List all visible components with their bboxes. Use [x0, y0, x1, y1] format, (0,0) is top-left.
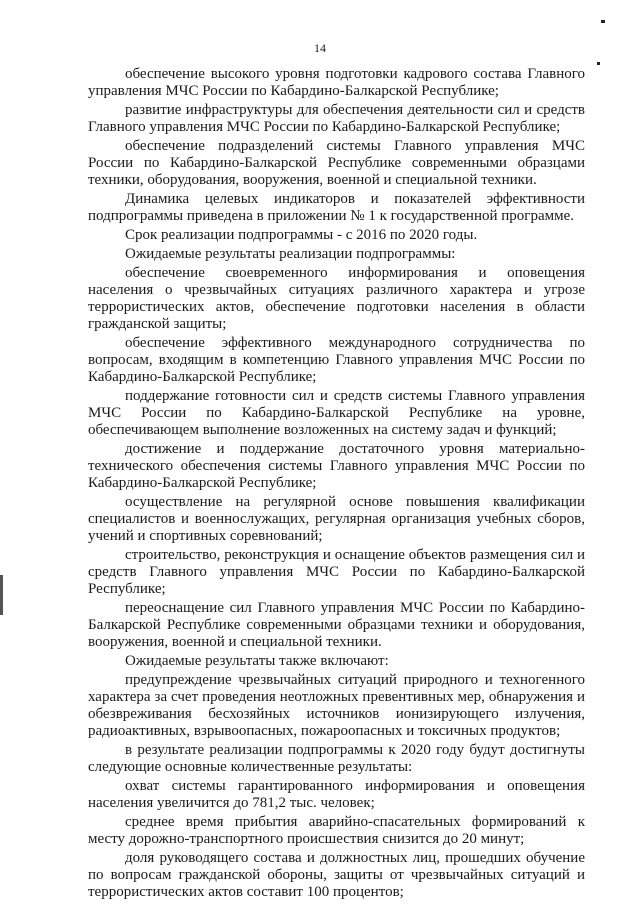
- paragraph-4: Динамика целевых индикаторов и показателей эффективности подпрограммы приведена в приложении № 1 к государственной программе.: [88, 191, 585, 224]
- paragraph-9: поддержание готовности сил и средств системы Главного управления МЧС России по Кабардино-Балкарской Республике на уровне, обеспечивающем выполнение возложенных на систему задач и функций;: [88, 388, 585, 438]
- paragraph-3: обеспечение подразделений системы Главного управления МЧС России по Кабардино-Балкарской Республике современными образцами техники, оборудования, вооружения, военной и специальной техники.: [88, 138, 585, 188]
- paragraph-10: достижение и поддержание достаточного уровня материально-технического обеспечения системы Главного управления МЧС России по Кабардино-Балкарской Республике;: [88, 441, 585, 491]
- paragraph-5: Срок реализации подпрограммы - с 2016 по 2020 годы.: [125, 227, 478, 243]
- paragraph-18: среднее время прибытия аварийно-спасательных формирований к месту дорожно-транспортного происшествия снизится до 20 минут;: [88, 814, 585, 847]
- paragraph-15: предупреждение чрезвычайных ситуаций природного и техногенного характера за счет проведения неотложных превентивных мер, обнаружения и обезвреживания бесхозяйных источников ионизирующего излучения, радиоактивных, взрывоопасных, пожароопасных и токсичных продуктов;: [88, 672, 585, 739]
- scan-mark-left-edge: [0, 575, 3, 615]
- paragraph-7: обеспечение своевременного информирования и оповещения населения о чрезвычайных ситуациях различного характера и угрозе террористических актов, обеспечение подготовки населения в области гражданской защиты;: [88, 265, 585, 332]
- page-number: 14: [314, 41, 326, 55]
- paragraph-1: обеспечение высокого уровня подготовки кадрового состава Главного управления МЧС России по Кабардино-Балкарской Республике;: [88, 66, 585, 99]
- paragraph-8: обеспечение эффективного международного сотрудничества по вопросам, входящим в компетенцию Главного управления МЧС России по Кабардино-Балкарской Республике;: [88, 335, 585, 385]
- scan-mark-right: [597, 62, 600, 65]
- paragraph-12: строительство, реконструкция и оснащение объектов размещения сил и средств Главного управления МЧС России по Кабардино-Балкарской Республике;: [88, 547, 585, 597]
- scan-mark-top-right: [601, 20, 605, 23]
- paragraph-11: осуществление на регулярной основе повышения квалификации специалистов и военнослужащих, регулярная организация учебных сборов, учений и спортивных соревнований;: [88, 494, 585, 544]
- paragraph-2: развитие инфраструктуры для обеспечения деятельности сил и средств Главного управления МЧС России по Кабардино-Балкарской Республике;: [88, 102, 585, 135]
- paragraph-14: Ожидаемые результаты также включают:: [125, 653, 389, 669]
- document-body: [88, 66, 585, 903]
- paragraph-16: в результате реализации подпрограммы к 2020 году будут достигнуты следующие основные количественные результаты:: [88, 742, 585, 775]
- paragraph-17: охват системы гарантированного информирования и оповещения населения увеличится до 781,2 тыс. человек;: [88, 778, 585, 811]
- paragraph-6: Ожидаемые результаты реализации подпрограммы:: [125, 246, 456, 262]
- paragraph-13: переоснащение сил Главного управления МЧС России по Кабардино-Балкарской Республике современными образцами техники и оборудования, вооружения, военной и специальной техники.: [88, 600, 585, 650]
- paragraph-19: доля руководящего состава и должностных лиц, прошедших обучение по вопросам гражданской обороны, защиты от чрезвычайных ситуаций и террористических актов составит 100 процентов;: [88, 850, 585, 900]
